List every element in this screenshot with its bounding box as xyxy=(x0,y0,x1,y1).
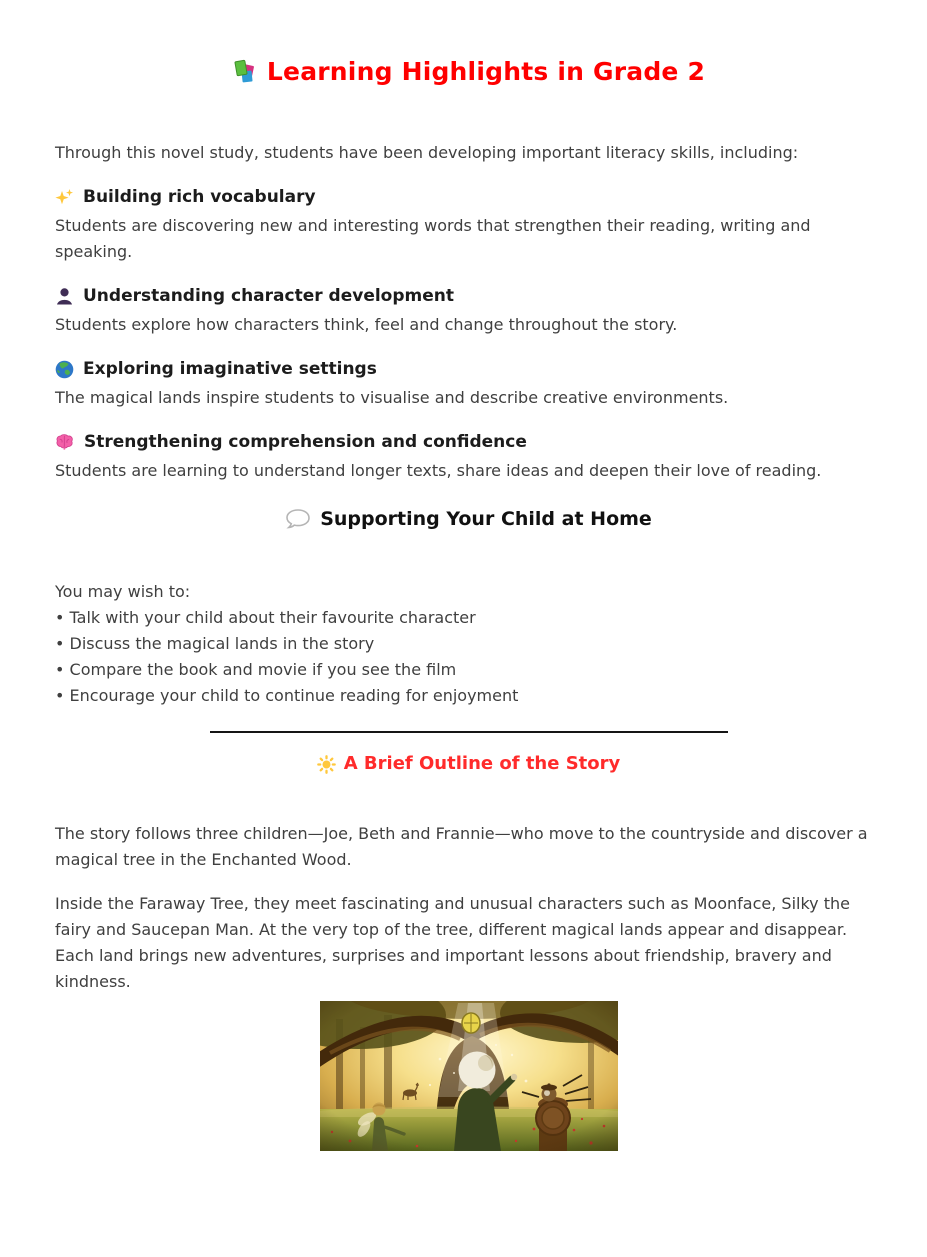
sparkles-icon xyxy=(55,188,74,207)
highlight-heading-label: Exploring imaginative settings xyxy=(83,359,377,379)
books-icon xyxy=(232,59,258,84)
highlight-heading-label: Strengthening comprehension and confidence xyxy=(84,432,527,452)
page-title: Learning Highlights in Grade 2 xyxy=(266,57,706,86)
intro-paragraph: Through this novel study, students have been developing important literacy skills, including: xyxy=(55,143,799,162)
highlight-body: The magical lands inspire students to visualise and describe creative environments. xyxy=(55,388,729,407)
highlight-body: Students are learning to understand longer texts, share ideas and deepen their love of reading. xyxy=(55,461,822,480)
section-divider xyxy=(210,731,728,733)
list-item: • Talk with your child about their favourite character xyxy=(55,608,476,627)
outline-heading-label: A Brief Outline of the Story xyxy=(343,753,621,774)
newsletter-page xyxy=(0,57,927,1257)
story-paragraph: The story follows three children—Joe, Beth and Frannie—who move to the countryside and discover a magical tree in the Enchanted Wood. xyxy=(55,824,868,869)
faraway-tree-image xyxy=(320,1001,618,1151)
sun-icon xyxy=(317,755,336,774)
page-title-row xyxy=(55,57,882,86)
person-bust-icon xyxy=(55,287,74,306)
list-item: • Encourage your child to continue reading for enjoyment xyxy=(55,686,519,705)
support-section-heading xyxy=(55,505,882,533)
highlight-heading-label: Understanding character development xyxy=(83,286,454,306)
brain-icon xyxy=(55,433,75,452)
highlight-heading-label: Building rich vocabulary xyxy=(83,187,316,207)
story-paragraph: Inside the Faraway Tree, they meet fascinating and unusual characters such as Moonface, Silky the fairy and Saucepan Man. At the very top of the tree, different magical lands appear and disappear. Each land brings new adventures, surprises and important lessons about friendship, bravery and kindness. xyxy=(55,894,850,991)
globe-icon xyxy=(55,360,74,379)
support-heading-label: Supporting Your Child at Home xyxy=(320,508,652,530)
highlight-heading-vocabulary xyxy=(55,184,882,211)
highlight-heading-character xyxy=(55,283,882,310)
wish-list-intro: You may wish to: xyxy=(55,582,191,601)
list-item: • Compare the book and movie if you see the film xyxy=(55,660,457,679)
highlight-heading-settings xyxy=(55,356,882,383)
wish-list xyxy=(55,579,882,709)
highlight-body: Students are discovering new and interesting words that strengthen their reading, writing and speaking. xyxy=(55,216,811,261)
speech-bubble-icon xyxy=(285,508,311,530)
highlight-body: Students explore how characters think, feel and change throughout the story. xyxy=(55,315,678,334)
list-item: • Discuss the magical lands in the story xyxy=(55,634,375,653)
highlight-heading-comprehension xyxy=(55,429,882,456)
outline-section-heading xyxy=(55,750,882,778)
